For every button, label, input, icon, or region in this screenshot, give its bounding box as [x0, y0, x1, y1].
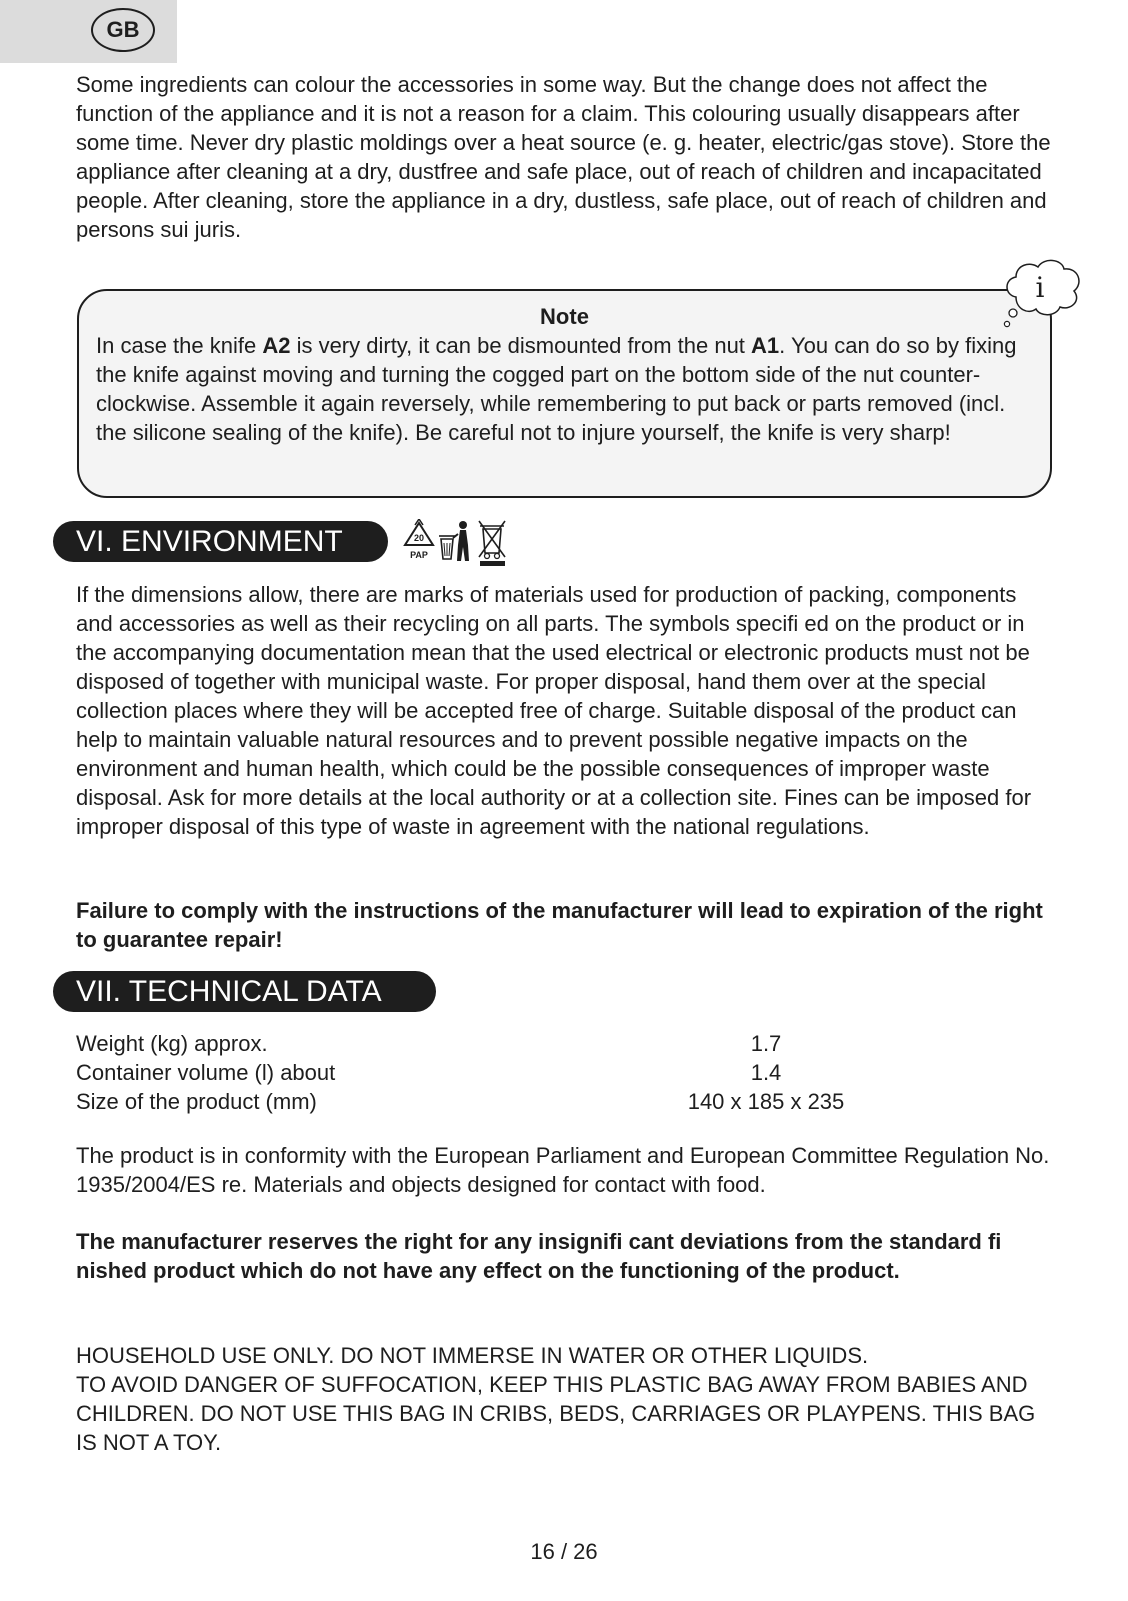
language-tab	[0, 0, 177, 63]
info-cloud-icon	[1000, 255, 1084, 335]
guarantee-warning: Failure to comply with the instructions of the manufacturer will lead to expiration of the right to guarantee repair!	[76, 898, 1043, 952]
table-row	[76, 1058, 876, 1087]
note-text-part: is very dirty, it can be dismounted from the nut	[290, 333, 752, 358]
page-number: 16 / 26	[530, 1539, 598, 1564]
environment-icons	[403, 519, 513, 567]
section-heading-environment: VI. ENVIRONMENT	[53, 521, 388, 562]
note-part-ref-a1: A1	[751, 333, 780, 358]
tech-label: Size of the product (mm)	[76, 1089, 317, 1114]
tech-label: Container volume (l) about	[76, 1060, 336, 1085]
note-text-part: In case the knife	[96, 333, 263, 358]
household-warning-2: TO AVOID DANGER OF SUFFOCATION, KEEP THIS PLASTIC BAG AWAY FROM BABIES AND CHILDREN. DO NOT USE THIS BAG IN CRIBS, BEDS, CARRIAGES OR PLAYPENS. THIS BAG IS NOT A TOY.	[76, 1372, 1036, 1455]
note-part-ref-a2: A2	[262, 333, 291, 358]
recycle-code: 20	[413, 533, 425, 543]
deviation-notice: The manufacturer reserves the right for any insignifi cant deviations from the standard fi nished product which do not have any effect on the functioning of the product.	[76, 1229, 1002, 1283]
tech-value: 1.7	[750, 1031, 782, 1056]
info-letter: i	[1035, 271, 1045, 304]
crossed-wheelie-bin-icon	[479, 521, 505, 566]
conformity-statement: The product is in conformity with the European Parliament and European Committee Regulation No. 1935/2004/ES re. Materials and objects designed for contact with food.	[76, 1143, 1050, 1197]
table-row	[76, 1029, 876, 1058]
note-title: Note	[540, 304, 589, 329]
section-heading-technical-data: VII. TECHNICAL DATA	[53, 971, 436, 1012]
technical-data-table	[76, 1029, 876, 1116]
note-box	[77, 289, 1052, 498]
language-badge: GB	[91, 8, 155, 52]
recycling-pap-20-icon	[405, 519, 433, 560]
recycle-label: PAP	[410, 550, 428, 560]
cleaning-paragraph: Some ingredients can colour the accessories in some way. But the change does not affect the function of the appliance and it is not a reason for a claim. This colouring usually disappears after some time. Never dry plastic moldings over a heat source (e. g. heater, electric/gas stove). Store the appliance after cleaning at a dry, dustfree and safe place, out of reach of children and incapacitated people. After cleaning, store the appliance in a dry, dustless, safe place, out of reach of children and persons sui juris.	[76, 72, 1051, 242]
note-text-part: . You can do so by fixing the knife against moving and turning the cogged part on the bottom side of the nut counter-clockwise. Assemble it again reversely, while remembering to put back or parts removed (incl. the silicone sealing of the knife). Be careful not to injure yourself, the knife is very sharp!	[96, 333, 1017, 445]
tech-value: 140 x 185 x 235	[687, 1089, 845, 1114]
tech-label: Weight (kg) approx.	[76, 1031, 268, 1056]
environment-paragraph: If the dimensions allow, there are marks of materials used for production of packing, components and accessories as well as their recycling on all parts. The symbols specifi ed on the product or in the accompanying documentation mean that the used electrical or electronic products must not be disposed of together with municipal waste. For proper disposal, hand them over at the special collection places where they will be accepted free of charge. Suitable disposal of the product can help to maintain valuable natural resources and to prevent possible negative impacts on the environment and human health, which could be the possible consequences of improper waste disposal. Ask for more details at the local authority or at a collection site. Fines can be imposed for improper disposal of this type of waste in agreement with the national regulations.	[76, 582, 1032, 839]
household-warning-1: HOUSEHOLD USE ONLY. DO NOT IMMERSE IN WATER OR OTHER LIQUIDS.	[76, 1343, 869, 1368]
table-row	[76, 1087, 876, 1116]
person-bin-icon	[439, 521, 469, 561]
tech-value: 1.4	[750, 1060, 782, 1085]
note-text	[96, 331, 1041, 447]
